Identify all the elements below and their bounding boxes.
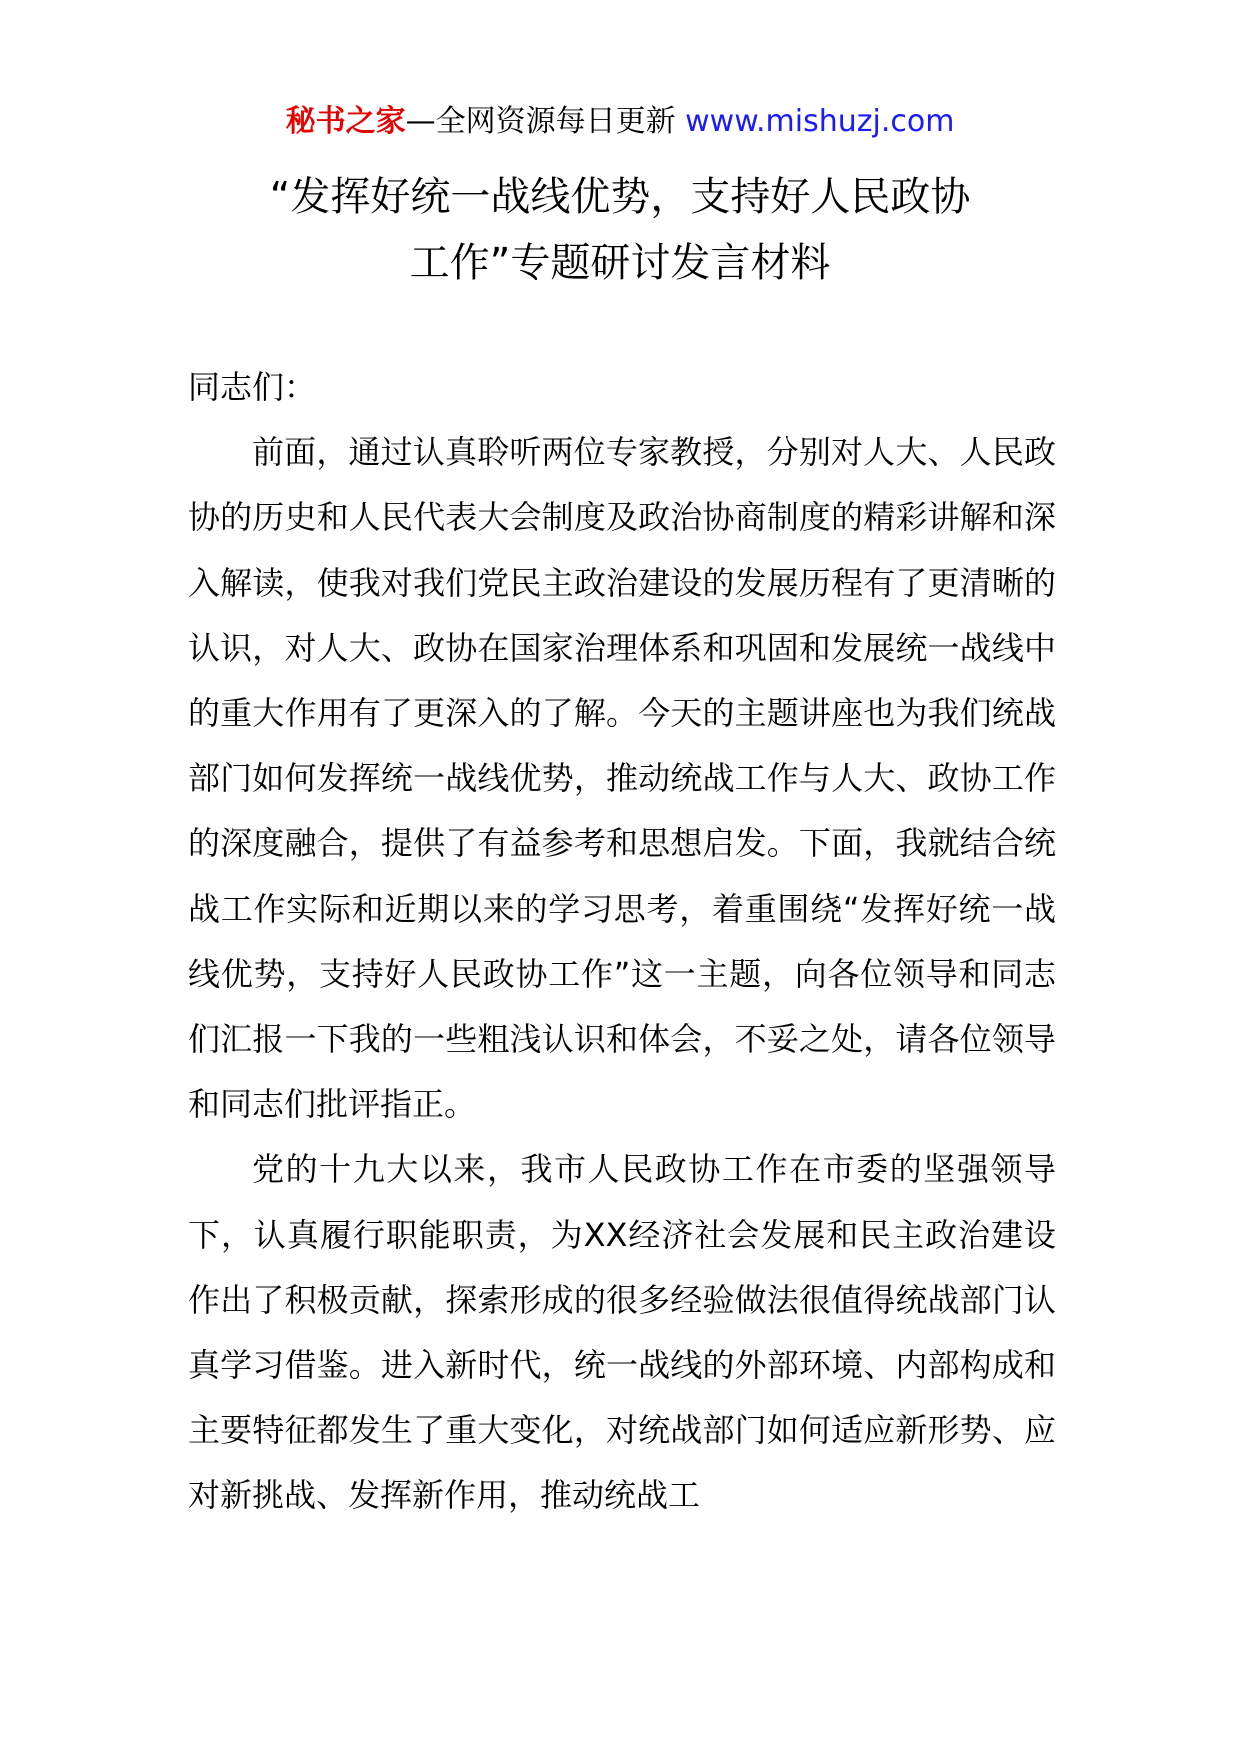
document-title <box>150 164 1090 296</box>
title-line-1: “发挥好统一战线优势，支持好人民政协 <box>269 174 971 220</box>
title-line-2: 工作”专题研讨发言材料 <box>409 240 831 286</box>
brand-name: 秘书之家 <box>285 104 406 139</box>
document-body <box>188 355 1056 1529</box>
salutation: 同志们： <box>188 368 317 406</box>
paragraph-2: 党的十九大以来，我市人民政协工作在市委的坚强领导下，认真履行职能职责，为XX经济社会发展和民主政治建设作出了积极贡献，探索形成的很多经验做法很值得统战部门认真学习借鉴。进入新时代，统一战线的外部环境、内部构成和主要特征都发生了重大变化，对统战部门如何适应新形势、应对新挑战、发挥新作用，推动统战工 <box>188 1150 1056 1515</box>
brand-tagline: —全网资源每日更新 <box>405 104 676 139</box>
paragraph-1: 前面，通过认真聆听两位专家教授，分别对人大、人民政协的历史和人民代表大会制度及政治协商制度的精彩讲解和深入解读，使我对我们党民主政治建设的发展历程有了更清晰的认识，对人大、政协在国家治理体系和巩固和发展统一战线中的重大作用有了更深入的了解。今天的主题讲座也为我们统战部门如何发挥统一战线优势，推动统战工作与人大、政协工作的深度融合，提供了有益参考和思想启发。下面，我就结合统战工作实际和近期以来的学习思考，着重围绕“发挥好统一战线优势，支持好人民政协工作”这一主题，向各位领导和同志们汇报一下我的一些粗浅认识和体会，不妥之处，请各位领导和同志们批评指正。 <box>188 433 1056 1124</box>
site-url: www.mishuzj.com <box>685 104 955 139</box>
watermark-header <box>0 100 1240 144</box>
